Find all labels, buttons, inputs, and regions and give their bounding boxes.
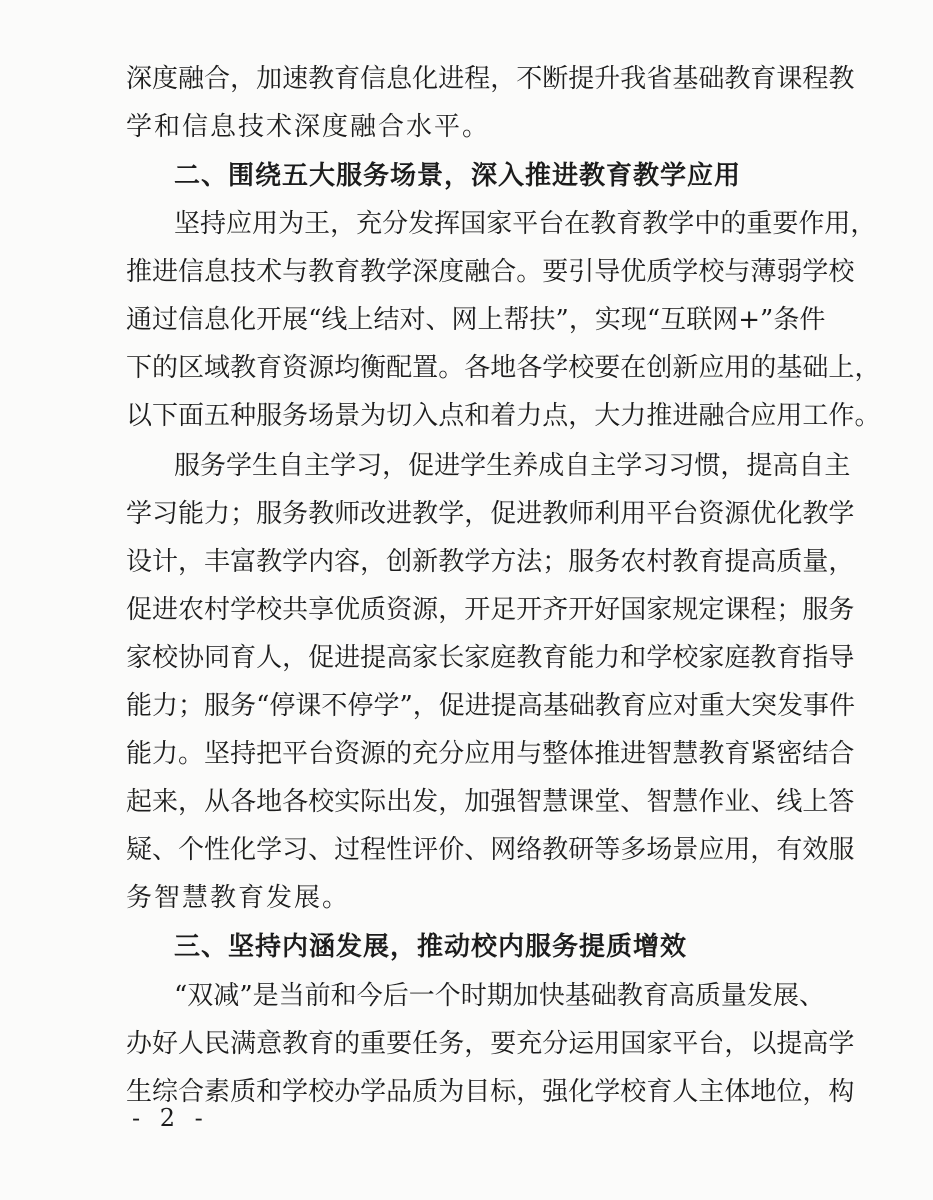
- text-line: 设 计 ， 丰 富 教 学 内 容 ， 创 新 教 学 方 法 ； 服 务 农 村 教 育 提 高 质 量 ，: [126, 547, 855, 577]
- text-line: 促 进 农 村 学 校 共 享 优 质 资 源 ， 开 足 开 齐 开 好 国 家 规 定 课 程 ； 服 务: [126, 595, 855, 625]
- text-line: “ 双 减 ” 是 当 前 和 今 后 一 个 时 期 加 快 基 础 教 育 高 质 量 发 展 、: [174, 981, 825, 1011]
- text-line: 坚 持 应 用 为 王 ， 充 分 发 挥 国 家 平 台 在 教 育 教 学 中 的 重 要 作 用 ，: [174, 209, 877, 239]
- text-line: 生 综 合 素 质 和 学 校 办 学 品 质 为 目 标 ， 强 化 学 校 育 人 主 体 地 位 ， 构: [126, 1077, 855, 1107]
- text-line: 推 进 信 息 技 术 与 教 育 教 学 深 度 融 合 。 要 引 导 优 质 学 校 与 薄 弱 学 校: [126, 257, 855, 287]
- text-line: 服 务 学 生 自 主 学 习 ， 促 进 学 生 养 成 自 主 学 习 习 惯 ， 提 高 自 主: [174, 451, 851, 481]
- text-line: 能 力 。 坚 持 把 平 台 资 源 的 充 分 应 用 与 整 体 推 进 智 慧 教 育 紧 密 结 合: [126, 739, 855, 769]
- text-line: 以 下 面 五 种 服 务 场 景 为 切 入 点 和 着 力 点 ， 大 力 推 进 融 合 应 用 工 作 。: [126, 401, 881, 431]
- text-line: 办 好 人 民 满 意 教 育 的 重 要 任 务 ， 要 充 分 运 用 国 家 平 台 ， 以 提 高 学: [126, 1029, 855, 1059]
- text-line: 起 来 ， 从 各 地 各 校 实 际 出 发 ， 加 强 智 慧 课 堂 、 智 慧 作 业 、 线 上 答: [126, 787, 855, 817]
- text-line: 能 力 ； 服 务 “ 停 课 不 停 学 ” ， 促 进 提 高 基 础 教 育 应 对 重 大 突 发 事 件: [126, 691, 856, 721]
- section-heading-3: 三、坚持内涵发展，推动校内服务提质增效: [174, 932, 688, 962]
- text-line: 疑 、 个 性 化 学 习 、 过 程 性 评 价 、 网 络 教 研 等 多 场 景 应 用 ， 有 效 服: [126, 835, 855, 865]
- text-line: 通 过 信 息 化 开 展 “ 线 上 结 对 、 网 上 帮 扶 ” ， 实 现 “ 互 联 网 + ” 条 件: [126, 305, 826, 335]
- text-line: 下 的 区 域 教 育 资 源 均 衡 配 置 。 各 地 各 学 校 要 在 创 新 应 用 的 基 础 上 ，: [126, 353, 881, 383]
- text-line: 学和信息技术深度融合水平。: [126, 112, 491, 142]
- text-line: 家 校 协 同 育 人 ， 促 进 提 高 家 长 家 庭 教 育 能 力 和 学 校 家 庭 教 育 指 导: [126, 643, 855, 673]
- text-line: 务智慧教育发展。: [126, 883, 351, 913]
- text-line: 学 习 能 力 ； 服 务 教 师 改 进 教 学 ， 促 进 教 师 利 用 平 台 资 源 优 化 教 学: [126, 499, 855, 529]
- page-number: - 2 -: [132, 1104, 209, 1132]
- text-line: 深 度 融 合 ， 加 速 教 育 信 息 化 进 程 ， 不 断 提 升 我 省 基 础 教 育 课 程 教: [126, 64, 855, 94]
- section-heading-2: 二、围绕五大服务场景，深入推进教育教学应用: [174, 161, 742, 191]
